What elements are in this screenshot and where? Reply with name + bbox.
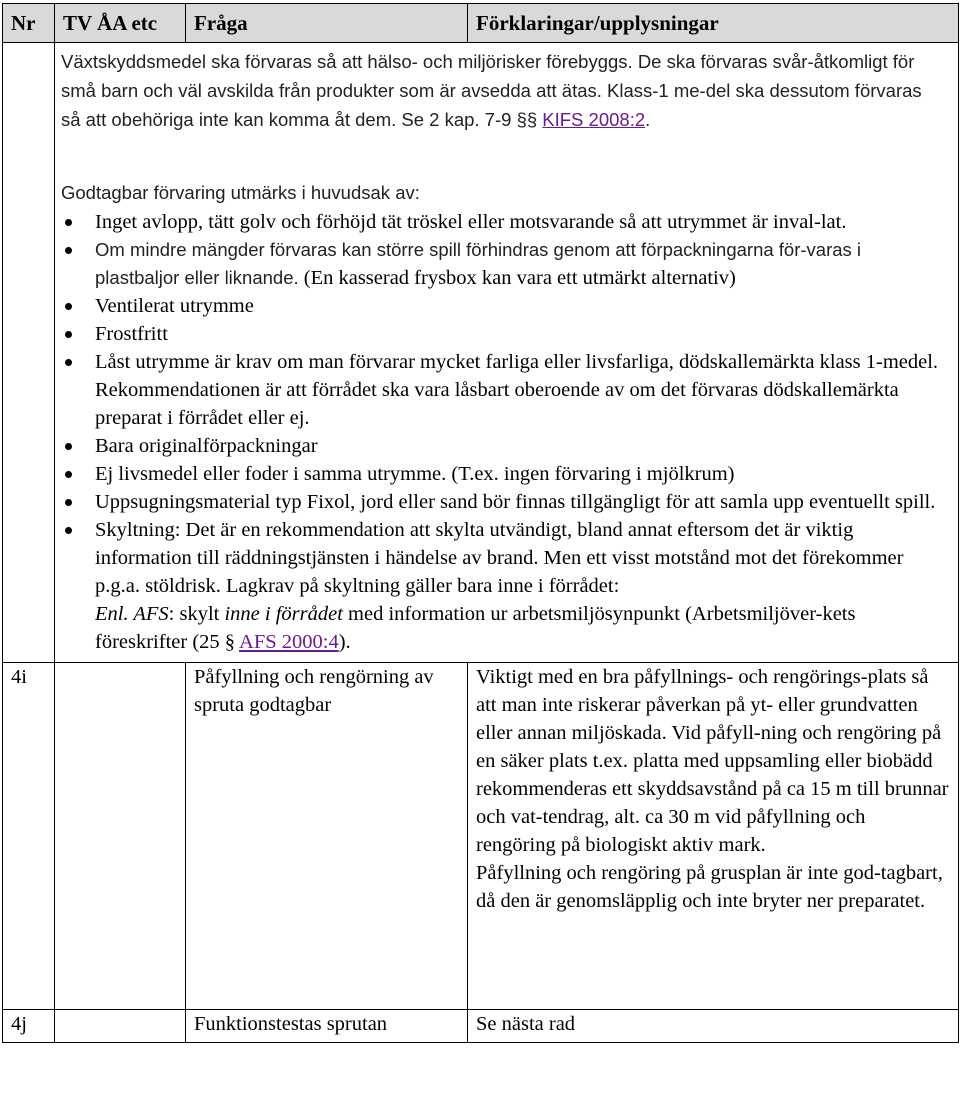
list-item: Uppsugningsmaterial typ Fixol, jord eller sand bör finnas tillgängligt för att samla upp eventuellt spill. xyxy=(61,488,944,516)
list-item: Skyltning: Det är en rekommendation att skylta utvändigt, bland annat eftersom det är viktig information till räddningstjänsten i händelse av brand. Men ett visst motstånd mot det förekommer p.g.a. stöldrisk. Lagkrav på skyltning gäller bara inne i förrådet: xyxy=(61,516,944,600)
row-fraga: Funktionstestas sprutan xyxy=(186,1010,468,1043)
header-tv: TV ÅA etc xyxy=(55,4,186,43)
list-item: Låst utrymme är krav om man förvarar mycket farliga eller livsfarliga, dödskallemärkta klass 1-medel. Rekommendationen är att förrådet ska vara låsbart oberoende av om det förvaras dödskallemärkta preparat i förrådet eller ej. xyxy=(61,348,944,432)
afs-end: ). xyxy=(338,631,351,653)
intro-end: . xyxy=(645,109,651,130)
afs-prefix: Enl. AFS xyxy=(95,603,169,625)
header-nr: Nr xyxy=(3,4,55,43)
storage-notes-cell xyxy=(55,43,959,663)
list-item: Inget avlopp, tätt golv och förhöjd tät tröskel eller motsvarande så att utrymmet är inval-lat. xyxy=(61,208,944,236)
notes-nr-cell xyxy=(3,43,55,663)
list-item xyxy=(61,236,944,292)
table-header-row xyxy=(3,4,959,43)
header-fraga: Fråga xyxy=(186,4,468,43)
list-item: Ventilerat utrymme xyxy=(61,292,944,320)
table-row xyxy=(3,1010,959,1043)
afs-note xyxy=(61,600,944,656)
bullet-extra: (En kasserad frysbox kan vara ett utmärkt alternativ) xyxy=(298,267,736,289)
row-forklaring: Se nästa rad xyxy=(468,1010,959,1043)
forklaring-text-2: Påfyllning och rengöring på grusplan är inte god-tagbart, då den är genomsläpplig och inte bryter ner preparatet. xyxy=(476,862,943,912)
row-nr: 4i xyxy=(3,663,55,1010)
forklaring-text: Viktigt med en bra påfyllnings- och rengörings-plats så att man inte riskerar påverkan på yt- eller grundvatten eller annan miljöskada. Vid påfyll-ning och rengöring på en säker plats t.ex. platta med uppsamling eller biobädd rekommenderas ett skyddsavstånd på ca 15 m till brunnar och vat-tendrag, alt. ca 30 m vid påfyllning och rengöring på biologiskt aktiv mark. xyxy=(476,666,949,856)
storage-intro xyxy=(61,47,944,134)
bullet-text: Om mindre mängder förvaras kan större spill förhindras genom att förpackningarna för-varas i plastbaljor eller liknande. xyxy=(95,239,862,288)
table-row xyxy=(3,663,959,1010)
checklist-table xyxy=(2,3,959,1043)
afs-mid1: : skylt xyxy=(168,603,225,625)
notes-row xyxy=(3,43,959,663)
afs-italic: inne i förrådet xyxy=(224,603,343,625)
row-nr: 4j xyxy=(3,1010,55,1043)
afs-mid2: med information ur arbetsmiljösynpunkt (Arbetsmiljöver-kets föreskrifter (25 § xyxy=(95,603,856,653)
list-item: Bara originalförpackningar xyxy=(61,432,944,460)
list-item: Ej livsmedel eller foder i samma utrymme. (T.ex. ingen förvaring i mjölkrum) xyxy=(61,460,944,488)
kifs-link[interactable]: KIFS 2008:2 xyxy=(542,109,646,130)
header-forklaringar: Förklaringar/upplysningar xyxy=(468,4,959,43)
storage-bullet-list xyxy=(61,208,944,600)
row-fraga: Påfyllning och rengörning av spruta godtagbar xyxy=(186,663,468,1010)
row-tv xyxy=(55,663,186,1010)
row-forklaring xyxy=(468,663,959,1010)
afs-link[interactable]: AFS 2000:4 xyxy=(239,631,339,653)
list-item: Frostfritt xyxy=(61,320,944,348)
intro-text: Växtskyddsmedel ska förvaras så att hälso- och miljörisker förebyggs. De ska förvaras svår-åtkomligt för små barn och väl avskilda från produkter som är avsedda att ätas. Klass-1 me-del ska dessutom förvaras så att obehöriga inte kan komma åt dem. Se 2 kap. 7-9 §§ xyxy=(61,51,922,130)
row-tv xyxy=(55,1010,186,1043)
storage-heading: Godtagbar förvaring utmärks i huvudsak av: xyxy=(61,182,420,203)
spacer xyxy=(61,134,944,178)
